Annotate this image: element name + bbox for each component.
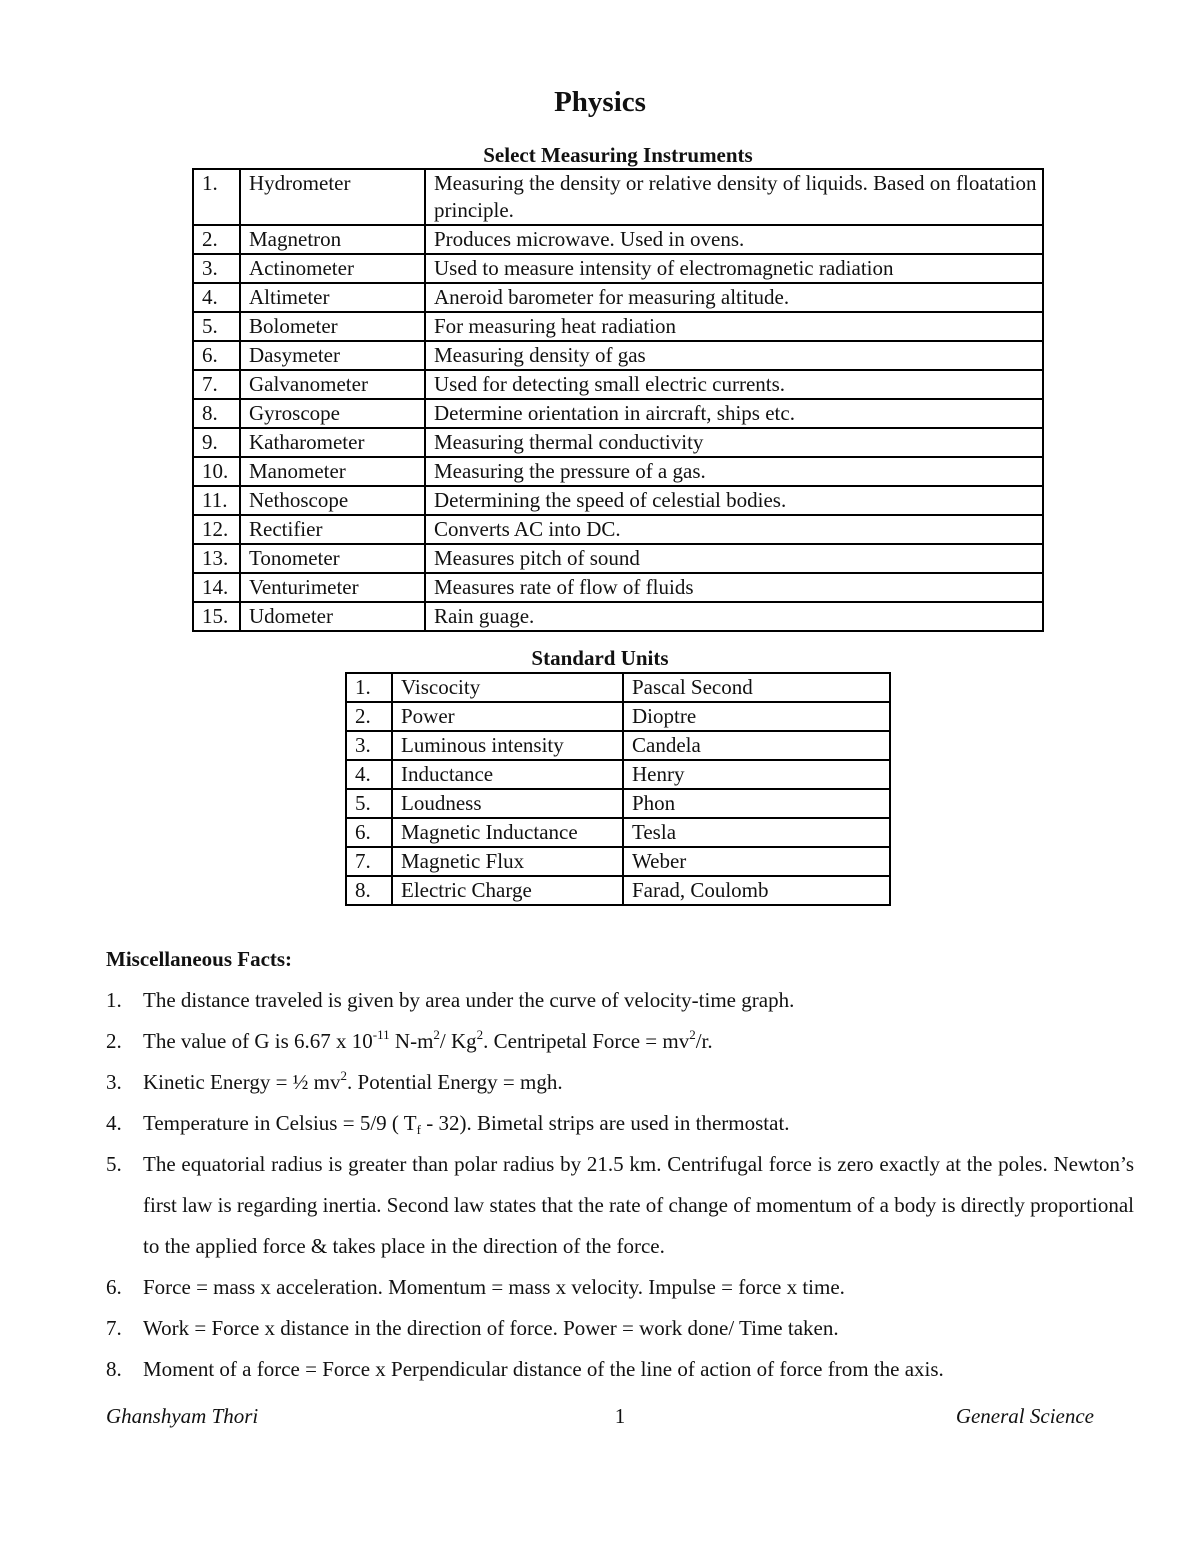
footer-author: Ghanshyam Thori <box>106 1404 259 1428</box>
subscript: f <box>416 1122 421 1137</box>
row-number: 2. <box>193 225 240 254</box>
row-number: 11. <box>193 486 240 515</box>
fact-text: Force = mass x acceleration. Momentum = mass x velocity. Impulse = force x time. <box>143 1275 845 1299</box>
instrument-description: Measures rate of flow of fluids <box>425 573 1043 602</box>
row-number: 5. <box>346 789 392 818</box>
row-number: 3. <box>193 254 240 283</box>
unit-name: Dioptre <box>623 702 890 731</box>
row-number: 7. <box>193 370 240 399</box>
instrument-name: Manometer <box>240 457 425 486</box>
list-item <box>106 980 1134 1021</box>
instrument-name: Udometer <box>240 602 425 631</box>
row-number: 9. <box>193 428 240 457</box>
quantity-name: Power <box>392 702 623 731</box>
row-number: 1. <box>193 169 240 225</box>
fact-text: The value of G is 6.67 x 10 <box>143 1029 373 1053</box>
superscript: 2 <box>476 1027 484 1042</box>
table-row <box>193 486 1043 515</box>
instrument-name: Actinometer <box>240 254 425 283</box>
table-row <box>193 254 1043 283</box>
fact-text: - 32). Bimetal strips are used in thermostat. <box>420 1111 790 1135</box>
instruments-table <box>192 168 1044 632</box>
instrument-name: Dasymeter <box>240 341 425 370</box>
list-item <box>106 1103 1134 1144</box>
row-number: 14. <box>193 573 240 602</box>
superscript: 2 <box>433 1027 440 1042</box>
list-item <box>106 1308 1134 1349</box>
table-row <box>193 544 1043 573</box>
unit-name: Phon <box>623 789 890 818</box>
instrument-description: Converts AC into DC. <box>425 515 1043 544</box>
table-row <box>346 760 890 789</box>
instrument-description: Determining the speed of celestial bodies. <box>425 486 1043 515</box>
fact-number: 7. <box>106 1316 122 1340</box>
table-row <box>346 818 890 847</box>
quantity-name: Magnetic Flux <box>392 847 623 876</box>
instrument-name: Venturimeter <box>240 573 425 602</box>
quantity-name: Loudness <box>392 789 623 818</box>
fact-text: / Kg <box>439 1029 477 1053</box>
row-number: 8. <box>193 399 240 428</box>
units-table <box>345 672 891 906</box>
row-number: 4. <box>193 283 240 312</box>
instrument-description: Measures pitch of sound <box>425 544 1043 573</box>
quantity-name: Luminous intensity <box>392 731 623 760</box>
table-row <box>193 370 1043 399</box>
page-title: Physics <box>554 86 646 118</box>
row-number: 2. <box>346 702 392 731</box>
row-number: 1. <box>346 673 392 702</box>
instrument-name: Tonometer <box>240 544 425 573</box>
instrument-description: Measuring thermal conductivity <box>425 428 1043 457</box>
table-row <box>193 283 1043 312</box>
quantity-name: Viscocity <box>392 673 623 702</box>
instrument-description: Determine orientation in aircraft, ships etc. <box>425 399 1043 428</box>
fact-text: Temperature in Celsius = 5/9 ( T <box>143 1111 417 1135</box>
table-row <box>193 428 1043 457</box>
instrument-name: Magnetron <box>240 225 425 254</box>
table-row <box>346 789 890 818</box>
quantity-name: Magnetic Inductance <box>392 818 623 847</box>
row-number: 7. <box>346 847 392 876</box>
unit-name: Farad, Coulomb <box>623 876 890 905</box>
fact-number: 1. <box>106 988 122 1012</box>
fact-text: N-m <box>389 1029 434 1053</box>
unit-name: Candela <box>623 731 890 760</box>
fact-text: . Potential Energy = mgh. <box>347 1070 563 1094</box>
list-item <box>106 1021 1134 1062</box>
table-row <box>193 341 1043 370</box>
footer-page-number: 1 <box>614 1404 626 1428</box>
table-row <box>346 847 890 876</box>
table-row <box>346 673 890 702</box>
list-item <box>106 1062 1134 1103</box>
fact-number: 8. <box>106 1357 122 1381</box>
fact-text: The equatorial radius is greater than polar radius by 21.5 km. Centrifugal force is zero exactly at the poles. Newton’s first law is regarding inertia. Second law states that the rate of change of momentum of a body is directly proportional to the applied force & takes place in the direction of the force. <box>143 1152 1134 1258</box>
fact-number: 3. <box>106 1070 122 1094</box>
instrument-name: Rectifier <box>240 515 425 544</box>
instrument-description: Used to measure intensity of electromagnetic radiation <box>425 254 1043 283</box>
table-row <box>193 312 1043 341</box>
row-number: 6. <box>193 341 240 370</box>
row-number: 5. <box>193 312 240 341</box>
misc-facts-list <box>106 980 1134 1390</box>
fact-number: 4. <box>106 1111 122 1135</box>
fact-text: The distance traveled is given by area under the curve of velocity-time graph. <box>143 988 795 1012</box>
instrument-description: Rain guage. <box>425 602 1043 631</box>
fact-text: Moment of a force = Force x Perpendicular distance of the line of action of force from the axis. <box>143 1357 944 1381</box>
list-item <box>106 1144 1134 1267</box>
table-row <box>193 399 1043 428</box>
table-row <box>193 515 1043 544</box>
unit-name: Pascal Second <box>623 673 890 702</box>
unit-name: Weber <box>623 847 890 876</box>
instrument-description: For measuring heat radiation <box>425 312 1043 341</box>
fact-number: 5. <box>106 1152 122 1176</box>
instruments-heading: Select Measuring Instruments <box>483 143 753 167</box>
row-number: 13. <box>193 544 240 573</box>
row-number: 8. <box>346 876 392 905</box>
units-table-body <box>346 673 890 905</box>
quantity-name: Electric Charge <box>392 876 623 905</box>
fact-number: 6. <box>106 1275 122 1299</box>
instrument-description: Produces microwave. Used in ovens. <box>425 225 1043 254</box>
instruments-table-body <box>193 169 1043 631</box>
instrument-description: Measuring the density or relative density of liquids. Based on floatation principle. <box>425 169 1043 225</box>
footer-subject: General Science <box>955 1404 1094 1428</box>
fact-text: . Centripetal Force = mv <box>483 1029 690 1053</box>
fact-text: /r. <box>695 1029 713 1053</box>
table-row <box>193 457 1043 486</box>
fact-text: Kinetic Energy = ½ mv <box>143 1070 341 1094</box>
table-row <box>346 702 890 731</box>
superscript: -11 <box>372 1027 390 1042</box>
fact-text: Work = Force x distance in the direction of force. Power = work done/ Time taken. <box>143 1316 839 1340</box>
units-heading: Standard Units <box>531 646 669 670</box>
row-number: 12. <box>193 515 240 544</box>
table-row <box>193 573 1043 602</box>
table-row <box>346 876 890 905</box>
row-number: 10. <box>193 457 240 486</box>
row-number: 4. <box>346 760 392 789</box>
superscript: 2 <box>689 1027 696 1042</box>
unit-name: Henry <box>623 760 890 789</box>
fact-number: 2. <box>106 1029 122 1053</box>
list-item <box>106 1267 1134 1308</box>
row-number: 3. <box>346 731 392 760</box>
instrument-description: Aneroid barometer for measuring altitude. <box>425 283 1043 312</box>
unit-name: Tesla <box>623 818 890 847</box>
instrument-name: Hydrometer <box>240 169 425 225</box>
table-row <box>193 225 1043 254</box>
instrument-description: Used for detecting small electric currents. <box>425 370 1043 399</box>
instrument-description: Measuring the pressure of a gas. <box>425 457 1043 486</box>
instrument-name: Galvanometer <box>240 370 425 399</box>
table-row <box>193 169 1043 225</box>
instrument-name: Bolometer <box>240 312 425 341</box>
misc-facts-heading: Miscellaneous Facts: <box>106 947 293 971</box>
list-item <box>106 1349 1134 1390</box>
table-row <box>346 731 890 760</box>
quantity-name: Inductance <box>392 760 623 789</box>
instrument-description: Measuring density of gas <box>425 341 1043 370</box>
row-number: 15. <box>193 602 240 631</box>
instrument-name: Altimeter <box>240 283 425 312</box>
instrument-name: Katharometer <box>240 428 425 457</box>
superscript: 2 <box>340 1068 348 1083</box>
table-row <box>193 602 1043 631</box>
instrument-name: Gyroscope <box>240 399 425 428</box>
row-number: 6. <box>346 818 392 847</box>
instrument-name: Nethoscope <box>240 486 425 515</box>
